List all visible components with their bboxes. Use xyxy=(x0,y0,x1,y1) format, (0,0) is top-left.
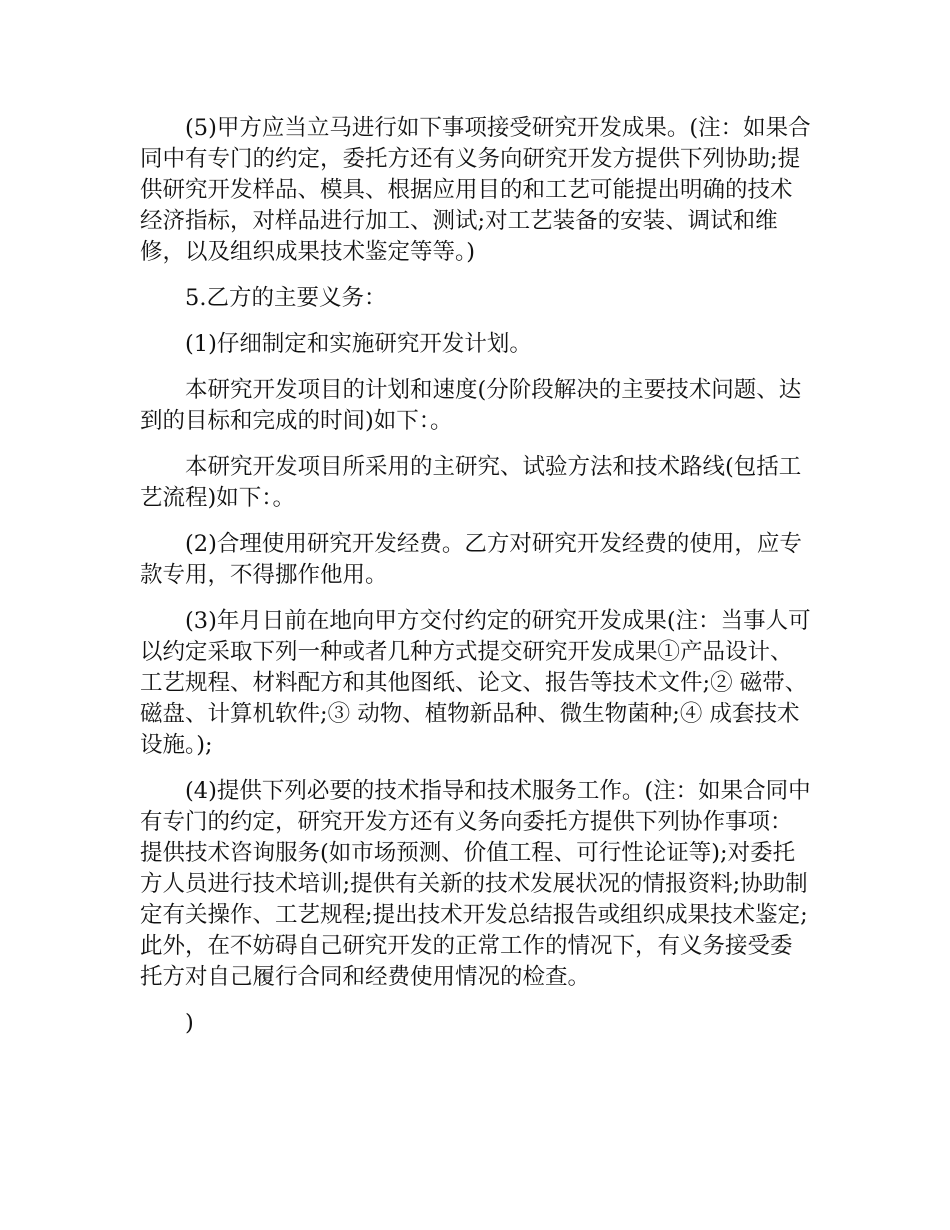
paragraph-party-b-heading: 5.乙方的主要义务： xyxy=(185,285,387,311)
paragraph-research-plan: (1)仔细制定和实施研究开发计划。 xyxy=(185,331,532,357)
paragraph-funding-use: (2)合理使用研究开发经费。乙方对研究开发经费的使用，应专款专用，不得挪作他用。 xyxy=(140,531,802,588)
paragraph-deliver-results: (3)年月日前在地向甲方交付约定的研究开发成果(注：当事人可以约定采取下列一种或者几种方式提交研究开发成果①产品设计、工艺规程、材料配方和其他图纸、论文、报告等技术文件;② 磁带、磁盘、计算机软件;③ 动物、植物新品种、微生物菌种;④ 成套技术设施。); xyxy=(140,608,811,758)
paragraph-technical-guidance: (4)提供下列必要的技术指导和技术服务工作。(注：如果合同中有专门的约定，研究开发方还有义务向委托方提供下列协作事项：提供技术咨询服务(如市场预测、价值工程、可行性论证等);对委托方人员进行技术培训;提供有关新的技术发展状况的情报资料;协助制定有关操作、工艺规程;提出技术开发总结报告或组织成果技术鉴定;此外，在不妨碍自己研究开发的正常工作的情况下，有义务接受委托方对自己履行合同和经费使用情况的检查。 xyxy=(140,778,811,990)
document-body xyxy=(140,113,812,1054)
paragraph-methods-route: 本研究开发项目所采用的主研究、试验方法和技术路线(包括工艺流程)如下：。 xyxy=(140,454,802,511)
paragraph-party-a-acceptance: (5)甲方应当立马进行如下事项接受研究开发成果。(注：如果合同中有专门的约定，委托方还有义务向研究开发方提供下列协助;提供研究开发样品、模具、根据应用目的和工艺可能提出明确的技术经济指标，对样品进行加工、测试;对工艺装备的安装、调试和维修，以及组织成果技术鉴定等等。) xyxy=(140,115,811,265)
paragraph-closing-paren: ) xyxy=(185,1010,194,1036)
paragraph-plan-schedule: 本研究开发项目的计划和速度(分阶段解决的主要技术问题、达到的目标和完成的时间)如下：。 xyxy=(140,377,802,434)
